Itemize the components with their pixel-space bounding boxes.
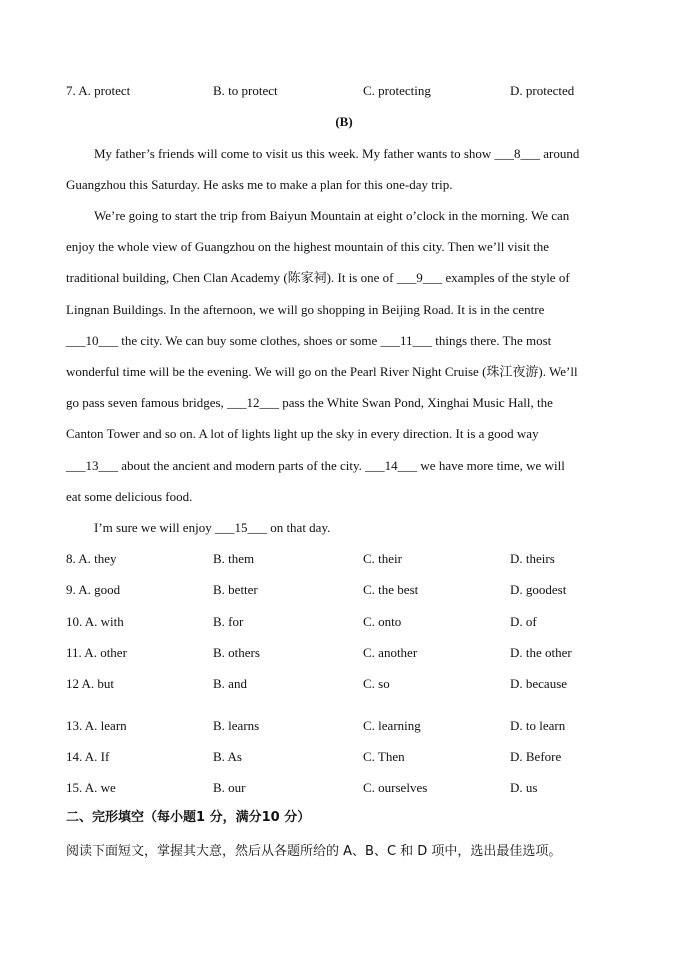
question-14-options <box>66 748 626 766</box>
option-d: D. Before <box>510 749 562 764</box>
passage-line: enjoy the whole view of Guangzhou on the highest mountain of this city. Then we’ll visit the <box>66 239 550 254</box>
option-b: B. learns <box>213 718 260 733</box>
option-a: 7. A. protect <box>66 83 131 98</box>
option-a: 11. A. other <box>66 645 127 660</box>
option-a: 8. A. they <box>66 551 117 566</box>
option-b: B. and <box>213 676 247 691</box>
option-c: C. onto <box>363 614 402 629</box>
option-c: C. so <box>363 676 390 691</box>
question-10-options <box>66 613 626 631</box>
passage-line: I’m sure we will enjoy ___15___ on that day. <box>94 520 331 535</box>
option-a: 13. A. learn <box>66 718 127 733</box>
option-d: D. of <box>510 614 537 629</box>
passage-line: Canton Tower and so on. A lot of lights light up the sky in every direction. It is a good way <box>66 426 539 441</box>
option-a: 14. A. If <box>66 749 110 764</box>
passage-line: Guangzhou this Saturday. He asks me to make a plan for this one-day trip. <box>66 177 453 192</box>
question-9-options <box>66 581 626 599</box>
option-b: B. better <box>213 582 258 597</box>
option-a: 12 A. but <box>66 676 115 691</box>
question-15-options <box>66 779 626 797</box>
section-2-instruction: 阅读下面短文，掌握其大意，然后从各题所给的 A、B、C 和 D 项中，选出最佳选项。 <box>66 844 562 859</box>
question-8-options <box>66 550 626 568</box>
option-b: B. to protect <box>213 83 278 98</box>
question-11-options <box>66 644 626 662</box>
option-c: C. Then <box>363 749 405 764</box>
option-c: C. protecting <box>363 83 431 98</box>
option-b: B. for <box>213 614 244 629</box>
option-d: D. goodest <box>510 582 567 597</box>
option-d: D. protected <box>510 83 575 98</box>
option-d: D. because <box>510 676 568 691</box>
option-c: C. the best <box>363 582 419 597</box>
option-d: D. the other <box>510 645 572 660</box>
option-a: 10. A. with <box>66 614 124 629</box>
option-c: C. learning <box>363 718 421 733</box>
question-13-options <box>66 717 626 735</box>
passage-line: We’re going to start the trip from Baiyun Mountain at eight o’clock in the morning. We can <box>94 208 570 223</box>
passage-line: traditional building, Chen Clan Academy (陈家祠). It is one of ___9___ examples of the style of <box>66 270 570 285</box>
option-b: B. them <box>213 551 255 566</box>
option-b: B. our <box>213 780 246 795</box>
passage-line: Lingnan Buildings. In the afternoon, we will go shopping in Beijing Road. It is in the centre <box>66 302 545 317</box>
section-2-heading: 二、完形填空（每小题1 分，满分10 分） <box>66 810 311 825</box>
option-c: C. ourselves <box>363 780 428 795</box>
option-d: D. theirs <box>510 551 555 566</box>
passage-line: My father’s friends will come to visit us this week. My father wants to show ___8___ around <box>94 146 580 161</box>
passage-line: ___13___ about the ancient and modern parts of the city. ___14___ we have more time, we will <box>66 458 565 473</box>
option-d: D. to learn <box>510 718 566 733</box>
option-b: B. As <box>213 749 242 764</box>
section-b-title: (B) <box>335 114 353 129</box>
question-12-options <box>66 675 626 693</box>
option-c: C. their <box>363 551 402 566</box>
option-d: D. us <box>510 780 538 795</box>
option-c: C. another <box>363 645 418 660</box>
passage-line: eat some delicious food. <box>66 489 193 504</box>
passage-line: wonderful time will be the evening. We will go on the Pearl River Night Cruise (珠江夜游). We’ll <box>66 364 578 379</box>
question-7-options <box>66 82 626 100</box>
passage-line: go pass seven famous bridges, ___12___ pass the White Swan Pond, Xinghai Music Hall, the <box>66 395 553 410</box>
option-a: 15. A. we <box>66 780 116 795</box>
passage-line: ___10___ the city. We can buy some clothes, shoes or some ___11___ things there. The most <box>66 333 552 348</box>
option-b: B. others <box>213 645 260 660</box>
option-a: 9. A. good <box>66 582 121 597</box>
